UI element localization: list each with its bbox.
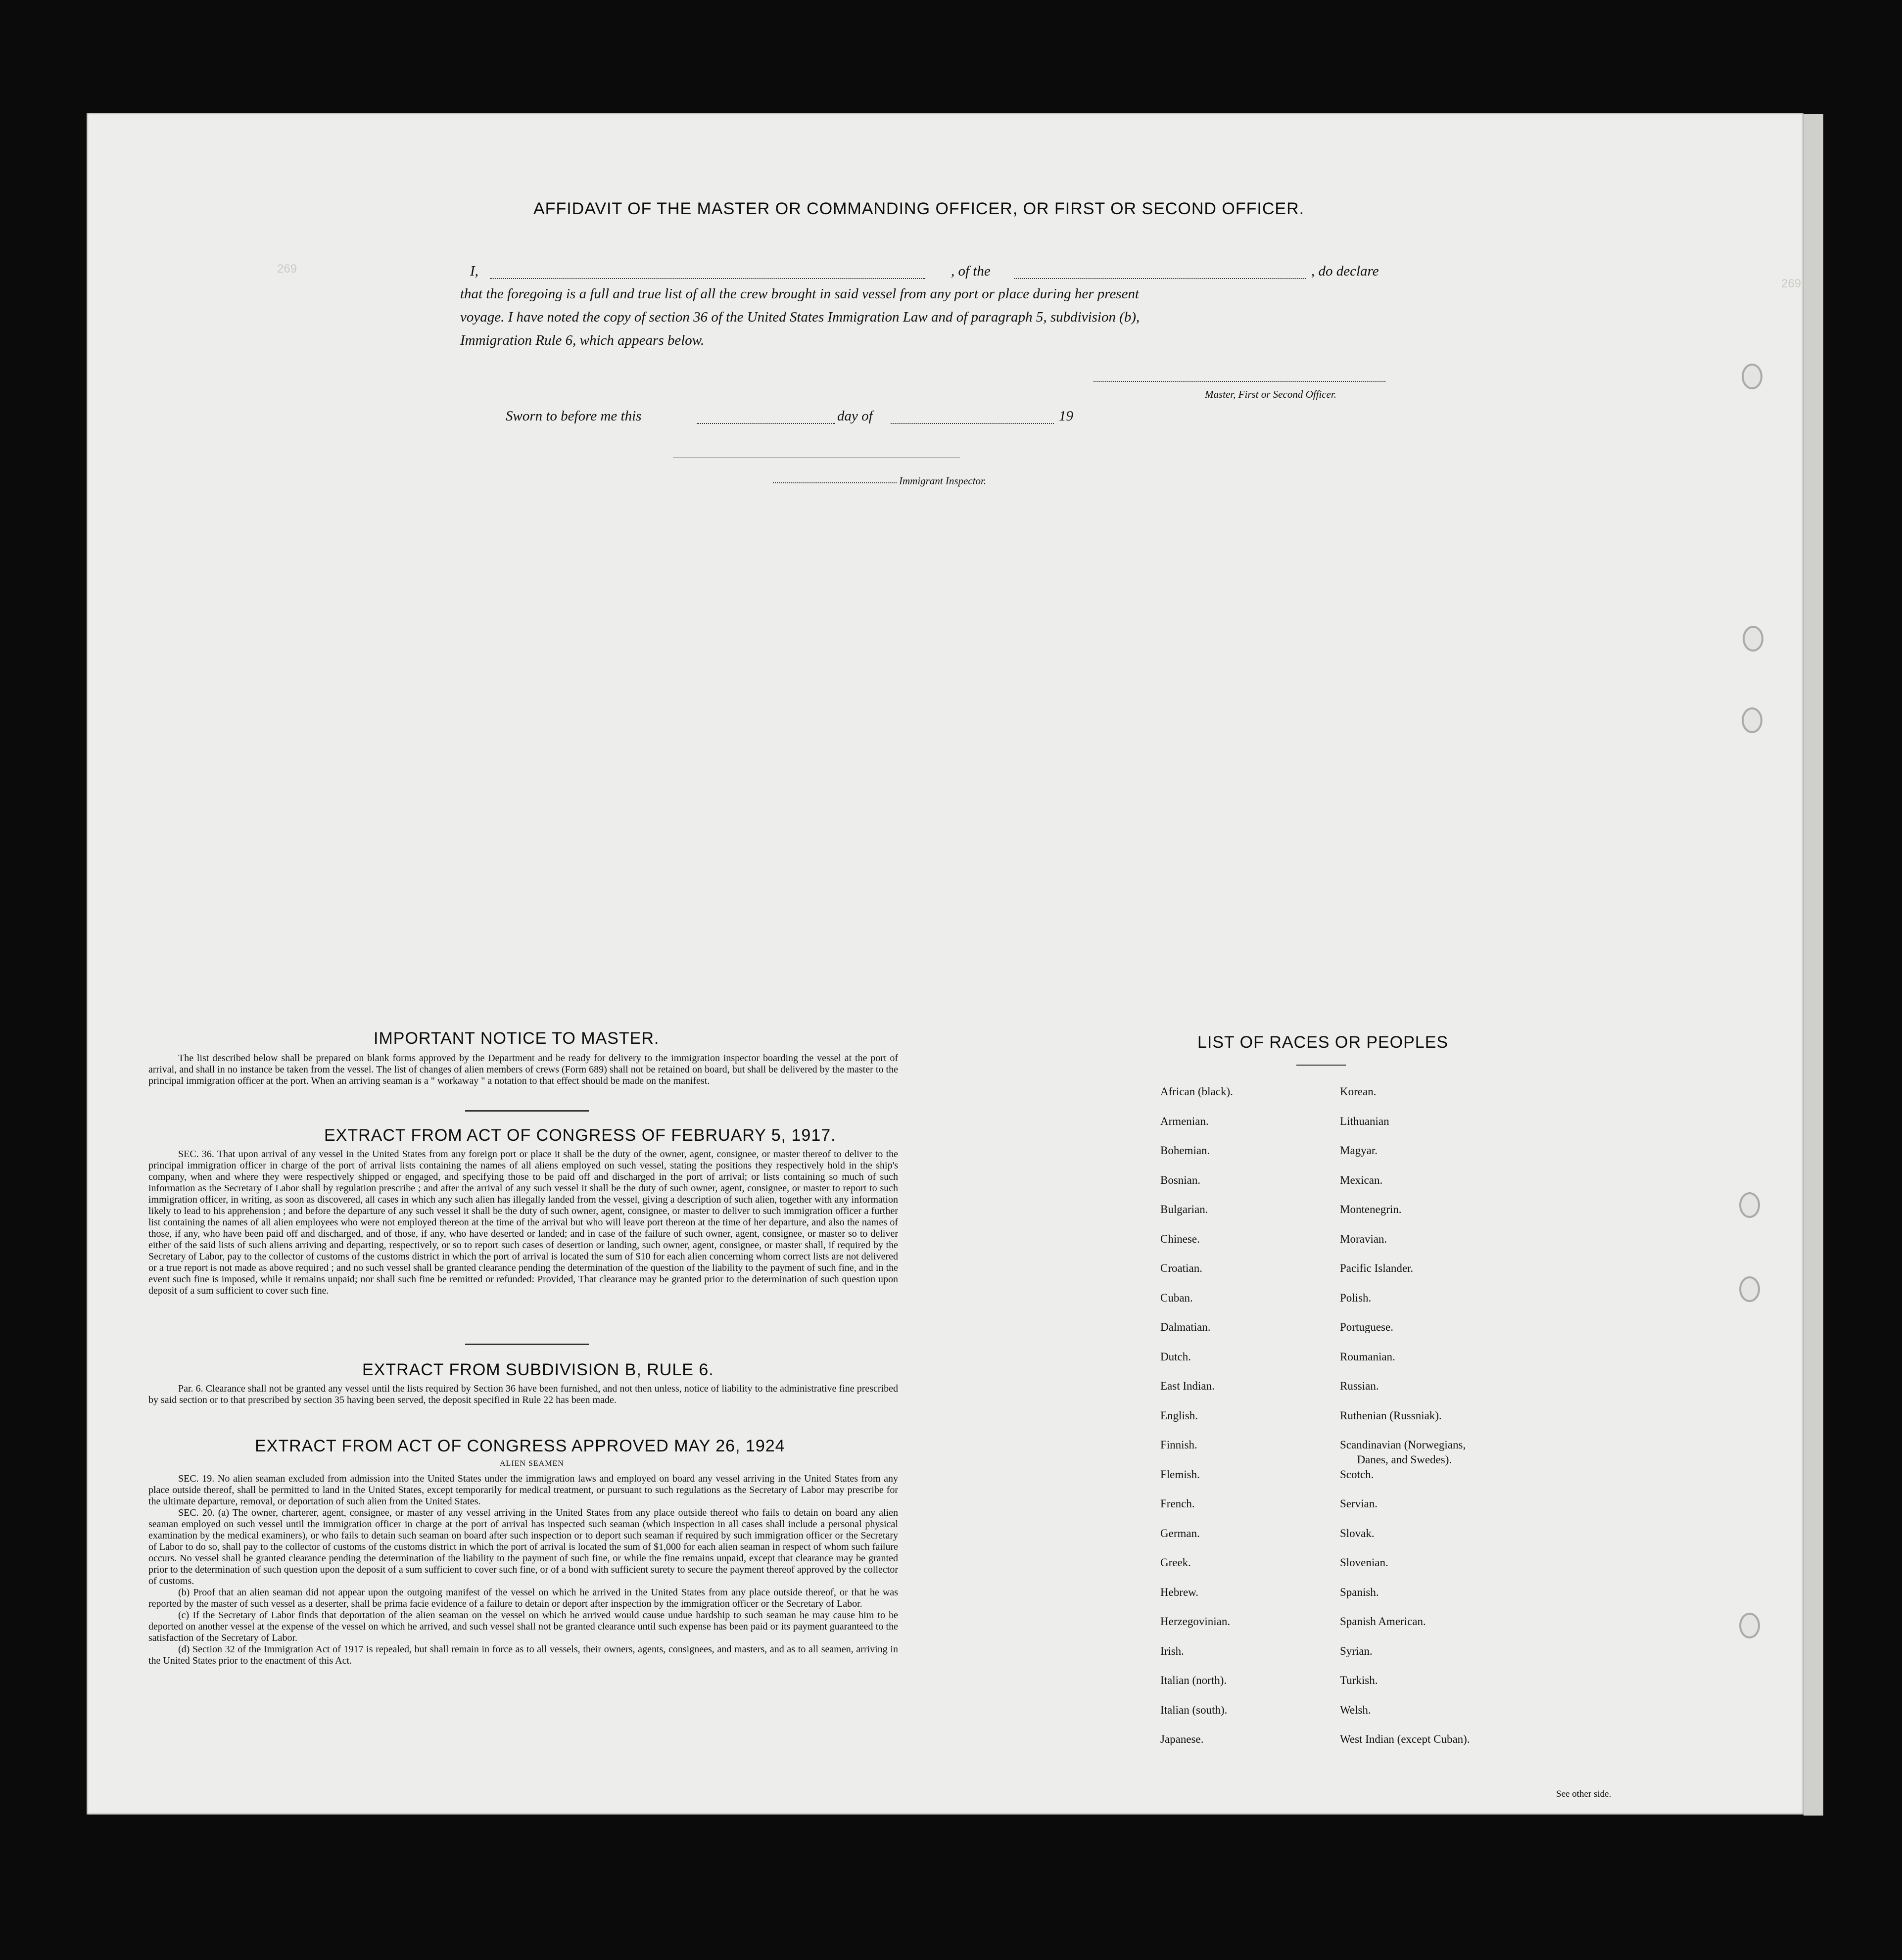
race-item: Hebrew. — [1160, 1586, 1199, 1598]
race-item: Spanish American. — [1340, 1615, 1426, 1628]
race-item: Slovenian. — [1340, 1556, 1388, 1569]
divider — [465, 1344, 589, 1345]
notice-body: The list described below shall be prepared on blank forms approved by the Department and be ready for delivery to the immigration inspector boarding the vessel at the port of arrival, and shall in no instance be taken from the vessel. The list of changes of alien members of crews (Form 689) shall not be retained on board, but shall be delivered by the master to the principal immigration officer at the port. When an arriving seaman is a " workaway " a notation to that effect should be made on the manifest. — [148, 1053, 898, 1086]
race-item: Bohemian. — [1160, 1144, 1210, 1157]
race-item: Herzegovinian. — [1160, 1615, 1231, 1628]
extract-1917-title: EXTRACT FROM ACT OF CONGRESS OF FEBRUARY 5, 1917. — [324, 1126, 836, 1145]
race-item: Spanish. — [1340, 1586, 1379, 1598]
race-item: Japanese. — [1160, 1733, 1204, 1745]
race-item: Lithuanian — [1340, 1115, 1389, 1127]
race-item: Italian (south). — [1160, 1703, 1228, 1716]
race-item: German. — [1160, 1527, 1200, 1540]
extract-1924-body — [148, 1473, 898, 1667]
races-left-column — [1160, 1084, 1233, 1762]
master-label: Master, First or Second Officer. — [1205, 388, 1336, 400]
race-item: Portuguese. — [1340, 1321, 1393, 1333]
sec-20d: (d) Section 32 of the Immigration Act of 1917 is repealed, but shall remain in force as to all vessels, their owners, agents, consignees, and masters, and as to all seamen, arriving in the United States prior to the enactment of this Act. — [148, 1644, 898, 1666]
extract-rule6-title: EXTRACT FROM SUBDIVISION B, RULE 6. — [362, 1360, 714, 1379]
race-item: Dalmatian. — [1160, 1321, 1211, 1333]
affidavit-line-1 — [470, 263, 1420, 283]
race-item: West Indian (except Cuban). — [1340, 1733, 1470, 1745]
race-item: Pacific Islander. — [1340, 1262, 1414, 1274]
race-item: Scotch. — [1340, 1468, 1374, 1481]
affidavit-of-the: , of the — [951, 263, 991, 279]
see-other-side: See other side. — [1556, 1789, 1612, 1799]
race-item: Ruthenian (Russniak). — [1340, 1409, 1442, 1422]
affidavit-line-3: voyage. I have noted the copy of section 36 of the United States Immigration Law and of paragraph 5, subdivision (b), — [460, 309, 1140, 325]
master-signature-line — [1094, 381, 1385, 382]
race-item: Magyar. — [1340, 1144, 1378, 1157]
race-item: Slovak. — [1340, 1527, 1375, 1540]
race-item: Servian. — [1340, 1497, 1378, 1510]
extract-1924-title: EXTRACT FROM ACT OF CONGRESS APPROVED MAY 26, 1924 — [255, 1437, 785, 1455]
race-item: Dutch. — [1160, 1350, 1191, 1363]
extract-1917-body: SEC. 36. That upon arrival of any vessel in the United States from any foreign port or place it shall be the duty of the owner, agent, consignee, or master thereof to deliver to the principal immigration officer in charge of the port of arrival lists containing the names of all aliens employed on such vessel, stating the positions they respectively hold in the ship's company, when and where they were respectively shipped or engaged, and specifying those to be paid off and discharged in the port of arrival; or lists containing so much of such information as the Secretary of Labor shall by regulation prescribe ; and after the arrival of any such vessel it shall be the duty of such owner, agent, consignee, or master to report to such immigration officer, in writing, as soon as discovered, all cases in which any such alien has illegally landed from the vessel, giving a description of such alien, together with any information likely to lead to his apprehension ; and before the departure of any such vessel it shall be the duty of such owner, agent, consignee, or master to deliver to such immigration officer a further list containing the names of all alien employees who were not employed thereon at the time of the arrival but who will leave port thereon at the time of her departure, and also the names of those, if any, who have been paid off and discharged, and of those, if any, who have deserted or landed; and in case of the failure of such owner, agent, consignee, or master so to deliver either of the said lists of such aliens arriving and departing, respectively, or so to report such cases of desertion or landing, such owner, agent, consignee, or master shall, if required by the Secretary of Labor, pay to the collector of customs of the customs district in which the port of arrival is located the sum of $10 for each alien concerning whom correct lists are not delivered or a true report is not made as above required ; and no such vessel shall be granted clearance pending the determination of the question of the liability to the payment of such fine, and in the event such fine is imposed, while it remains unpaid; nor shall such fine be remitted or refunded: Provided, That clearance may be granted prior to the determination of such question upon deposit of a sum sufficient to cover such fine. — [148, 1149, 898, 1296]
race-item: Moravian. — [1340, 1232, 1387, 1245]
race-item: Montenegrin. — [1340, 1203, 1402, 1215]
affidavit-title: AFFIDAVIT OF THE MASTER OR COMMANDING OFFICER, OR FIRST OR SECOND OFFICER. — [533, 199, 1305, 218]
race-item: Italian (north). — [1160, 1674, 1227, 1686]
bleed-through-number: 269 — [277, 262, 297, 276]
race-item: Turkish. — [1340, 1674, 1378, 1686]
race-item: Bulgarian. — [1160, 1203, 1208, 1215]
binder-hole — [1742, 364, 1762, 389]
race-item: Scandinavian (Norwegians, Danes, and Swedes). — [1340, 1439, 1466, 1466]
sec-19: SEC. 19. No alien seaman excluded from admission into the United States under the immigration laws and employed on board any vessel arriving in the United States from any place outside thereof, shall be permitted to land in the United States, except temporarily for medical treatment, or pursuant to such regulations as the Secretary of Labor may prescribe for the ultimate departure, removal, or deportation of such alien from the United States. — [148, 1473, 898, 1507]
race-item: Chinese. — [1160, 1232, 1200, 1245]
sec-20a: SEC. 20. (a) The owner, charterer, agent, consignee, or master of any vessel arriving in the United States from any place outside thereof who fails to detain on board any alien seaman employed on such vessel until the immigration officer in charge at the port of arrival has inspected such seaman (which inspection in all cases shall include a personal physical examination by the medical examiners), or who fails to detain such seaman on board after such inspection or to deport such seaman if required by such immigration officer or the Secretary of Labor to do so, shall pay to the collector of customs of the customs district in which the port of arrival is located the sum of $1,000 for each alien seaman in respect of whom such failure occurs. No vessel shall be granted clearance pending the determination of the liability to the payment of such fine, or while the fine remains unpaid, except that clearance may be granted prior to the determination of such question upon the deposit of a sum sufficient to cover such fine, or of a bond with sufficient surety to secure the payment thereof approved by the collector of customs. — [148, 1507, 898, 1587]
binder-hole — [1739, 1276, 1760, 1302]
extract-1924-subtitle: ALIEN SEAMEN — [500, 1459, 564, 1468]
affidavit-line-2: that the foregoing is a full and true list of all the crew brought in said vessel from any port or place during her present — [460, 286, 1140, 302]
name-blank — [490, 278, 925, 279]
sworn-day-line — [697, 423, 835, 424]
races-title: LIST OF RACES OR PEOPLES — [1197, 1033, 1449, 1052]
affidavit-i: I, — [470, 263, 478, 279]
affidavit-declare: , do declare — [1311, 263, 1379, 279]
bleed-through-number: 269 — [1781, 277, 1802, 290]
race-item: Cuban. — [1160, 1291, 1193, 1304]
extract-rule6-body: Par. 6. Clearance shall not be granted any vessel until the lists required by Section 36 have been furnished, and not then unless, notice of liability to the administrative fine prescribed by said section or to that prescribed by section 35 having been served, the deposit specified in Rule 22 has been made. — [148, 1383, 898, 1405]
binder-hole — [1739, 1613, 1760, 1638]
sworn-month-line — [891, 423, 1054, 424]
race-item: Croatian. — [1160, 1262, 1202, 1274]
sec-20b: (b) Proof that an alien seaman did not appear upon the outgoing manifest of the vessel on which he arrived in the United States from any place outside thereof, or that he was reported by the master of such vessel as a deserter, shall be prima facie evidence of a failure to detain or deport after inspection by the immigration officer or the Secretary of Labor. — [148, 1587, 898, 1609]
race-item: Armenian. — [1160, 1115, 1209, 1127]
race-item: Roumanian. — [1340, 1350, 1395, 1363]
races-right-column — [1340, 1084, 1470, 1762]
binder-hole — [1742, 707, 1762, 733]
day-of-label: day of — [837, 408, 873, 424]
race-item: Russian. — [1340, 1380, 1379, 1392]
race-item: Polish. — [1340, 1291, 1372, 1304]
divider — [465, 1110, 589, 1112]
binder-hole — [1739, 1192, 1760, 1218]
notice-title: IMPORTANT NOTICE TO MASTER. — [374, 1029, 660, 1048]
race-item: East Indian. — [1160, 1380, 1215, 1392]
race-item: Mexican. — [1340, 1173, 1383, 1186]
inspector-signature-line — [773, 482, 897, 483]
inspector-label: Immigrant Inspector. — [899, 475, 987, 487]
sec-20c: (c) If the Secretary of Labor finds that deportation of the alien seaman on the vessel on which he arrived would cause undue hardship to such seaman he may cause him to be deported on another vessel at the expense of the vessel on which he arrived, and such vessel shall not be granted clearance until such expense has been paid or its payment guaranteed to the satisfaction of the Secretary of Labor. — [148, 1610, 898, 1643]
race-item: African (black). — [1160, 1085, 1233, 1098]
sheet-edge — [1804, 114, 1823, 1816]
race-item: English. — [1160, 1409, 1198, 1422]
vessel-blank — [1014, 278, 1306, 279]
race-item: Finnish. — [1160, 1439, 1197, 1451]
year-label: 19 — [1059, 408, 1073, 424]
divider — [1296, 1065, 1346, 1066]
race-item: Welsh. — [1340, 1703, 1371, 1716]
race-item: Bosnian. — [1160, 1173, 1201, 1186]
race-item: Greek. — [1160, 1556, 1191, 1569]
race-item: Korean. — [1340, 1085, 1377, 1098]
race-item: French. — [1160, 1497, 1195, 1510]
race-item: Irish. — [1160, 1644, 1184, 1657]
race-item: Flemish. — [1160, 1468, 1200, 1481]
affidavit-line-4: Immigration Rule 6, which appears below. — [460, 332, 705, 348]
binder-hole — [1743, 626, 1763, 652]
race-item: Syrian. — [1340, 1644, 1373, 1657]
sworn-label: Sworn to before me this — [506, 408, 642, 424]
